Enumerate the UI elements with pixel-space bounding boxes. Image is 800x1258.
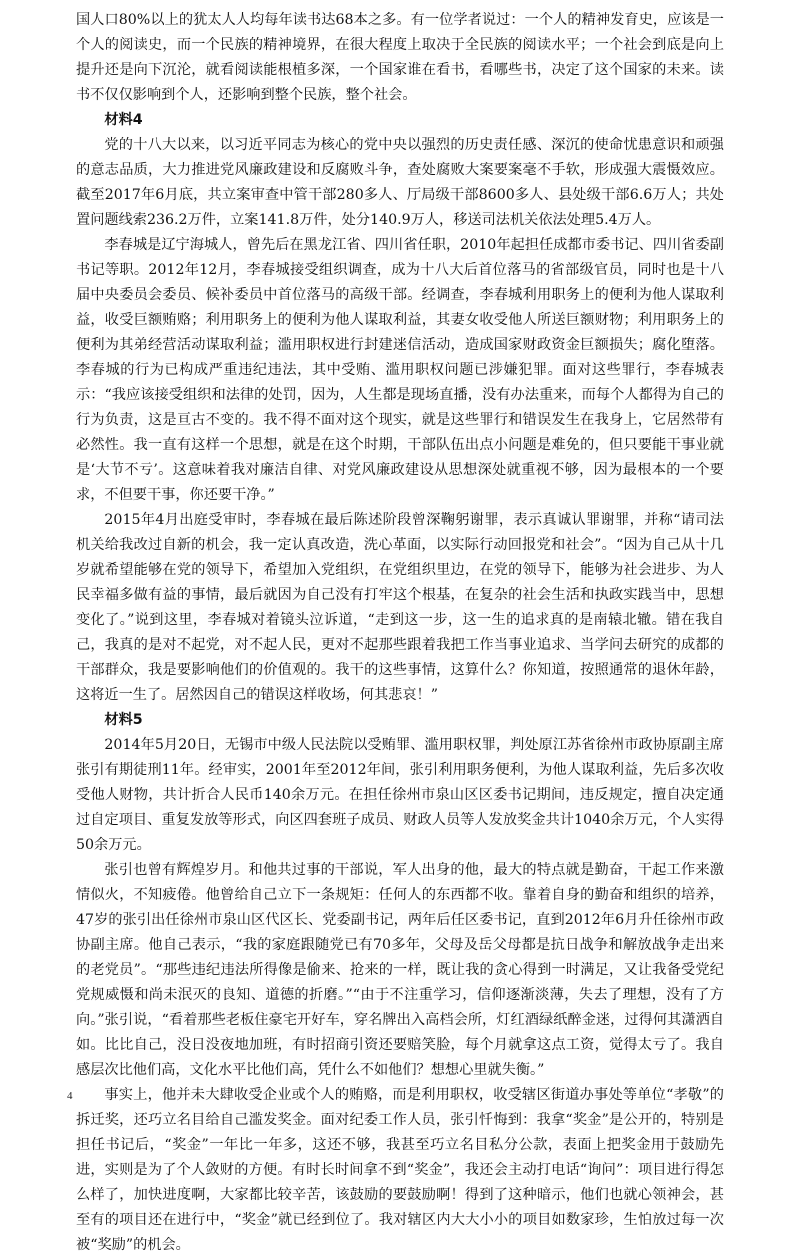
body-paragraph: 2015年4月出庭受审时，李春城在最后陈述阶段曾深鞠躬谢罪，表示真诚认罪谢罪，并称“请司法机关给我改过自新的机会，我一定认真改造，洗心革面，以实际行动回报党和社会”。“因为自己从十几岁就希望能够在党的领导下，希望加入党组织，在党组织里边，在党的领导下，能够为社会进步、为人民幸福多做有益的事情，最后就因为自己没有打牢这个根基，在复杂的社会生活和执政实践当中，思想变化了。”说到这里，李春城对着镜头泣诉道，“走到这一步，这一生的追求真的是南辕北辙。错在我自己，我真的是对不起党，对不起人民，更对不起那些跟着我把工作当事业追求、当学问去研究的成都的干部群众，我是要影响他们的价值观的。我干的这些事情，这算什么？你知道，按照通常的退休年龄，这将近一生了。居然因自己的错误这样收场，何其悲哀！”	[76, 512, 724, 703]
page-number: 4	[67, 1090, 73, 1102]
section-heading: 材料4	[104, 112, 143, 128]
body-paragraph: 党的十八大以来，以习近平同志为核心的党中央以强烈的历史责任感、深沉的使命忧患意识和顽强的意志品质，大力推进党风廉政建设和反腐败斗争，查处腐败大案要案毫不手软，形成强大震慑效应。截至2017年6月底，共立案审查中管干部280多人、厅局级干部8600多人、县处级干部6.6万人；共处置问题线索236.2万件，立案141.8万件，处分140.9万人，移送司法机关依法处理5.4万人。	[76, 137, 724, 228]
document-body	[76, 8, 724, 1258]
body-paragraph: 事实上，他并未大肆收受企业或个人的贿赂，而是利用职权，收受辖区街道办事处等单位“孝敬”的拆迁奖，还巧立名目给自己滥发奖金。面对纪委工作人员，张引忏悔到：我拿“奖金”是公开的，特别是担任书记后，“奖金”一年比一年多，这还不够，我甚至巧立名目私分公款，表面上把奖金用于鼓励先进，实则是为了个人敛财的方便。有时长时间拿不到“奖金”，我还会主动打电话“询问”：项目进行得怎么样了，加快进度啊，大家都比较辛苦，该鼓励的要鼓励啊！得到了这种暗示，他们也就心领神会，甚至有的项目还在进行中，“奖金”就已经到位了。我对辖区内大大小小的项目如数家珍，生怕放过每一次被“奖励”的机会。	[76, 1087, 724, 1253]
body-paragraph: 2014年5月20日，无锡市中级人民法院以受贿罪、滥用职权罪，判处原江苏省徐州市政协原副主席张引有期徒刑11年。经审实，2001年至2012年间，张引利用职务便利，为他人谋取利益，先后多次收受他人财物，共计折合人民币140余万元。在担任徐州市泉山区区委书记期间，违反规定，擅自决定通过自定项目、重复发放等形式，向区四套班子成员、财政人员等人发放奖金共计1040余万元，个人实得50余万元。	[76, 737, 724, 853]
body-paragraph: 李春城是辽宁海城人，曾先后在黑龙江省、四川省任职，2010年起担任成都市委书记、四川省委副书记等职。2012年12月，李春城接受组织调查，成为十八大后首位落马的省部级官员，同时也是十八届中央委员会委员、候补委员中首位落马的高级干部。经调查，李春城利用职务上的便利为他人谋取利益，收受巨额贿赂；利用职务上的便利为他人谋取利益，其妻女收受他人所送巨额财物；利用职务上的便利为其弟经营活动谋取利益；滥用职权进行封建迷信活动，造成国家财政资金巨额损失；腐化堕落。李春城的行为已构成严重违纪违法，其中受贿、滥用职权问题已涉嫌犯罪。面对这些罪行，李春城表示：“我应该接受组织和法律的处罚，因为，人生都是现场直播，没有办法重来，而每个人都得为自己的行为负责，这是亘古不变的。我不得不面对这个现实，就是这些罪行和错误发生在我身上，它居然带有必然性。我一直有这样一个思想，就是在这个时期，干部队伍出点小问题是难免的，但只要能干事业就是‘大节不亏’。这意味着我对廉洁自律、对党风廉政建设从思想深处就重视不够，因为最根本的一个要求，不但要干事，你还要干净。”	[76, 237, 724, 503]
section-heading: 材料5	[104, 712, 143, 728]
body-paragraph: 国人口80%以上的犹太人人均每年读书达68本之多。有一位学者说过：一个人的精神发育史，应该是一个人的阅读史，而一个民族的精神境界，在很大程度上取决于全民族的阅读水平；一个社会到底是向上提升还是向下沉沦，就看阅读能根植多深，一个国家谁在看书，看哪些书，决定了这个国家的未来。读书不仅仅影响到个人，还影响到整个民族，整个社会。	[76, 12, 724, 103]
body-paragraph: 张引也曾有辉煌岁月。和他共过事的干部说，军人出身的他，最大的特点就是勤奋，干起工作来激情似火，不知疲倦。他曾给自己立下一条规矩：任何人的东西都不收。靠着自身的勤奋和组织的培养，47岁的张引出任徐州市泉山区代区长、党委副书记，两年后任区委书记，直到2012年6月升任徐州市政协副主席。他自己表示，“我的家庭跟随党已有70多年，父母及岳父母都是抗日战争和解放战争走出来的老党员”。“那些违纪违法所得像是偷来、抢来的一样，既让我的贪心得到一时满足，又让我备受党纪党规威慑和尚未泯灭的良知、道德的折磨。”“由于不注重学习，信仰逐渐淡薄，失去了理想，没有了方向。”张引说，“看着那些老板住豪宅开好车，穿名牌出入高档会所，灯红酒绿纸醉金迷，过得何其潇洒自如。比比自己，没日没夜地加班，有时招商引资还要赔笑脸，每个月就拿这点工资，觉得太亏了。我自感层次比他们高，文化水平比他们高，凭什么不如他们？想想心里就失衡。”	[76, 862, 724, 1078]
